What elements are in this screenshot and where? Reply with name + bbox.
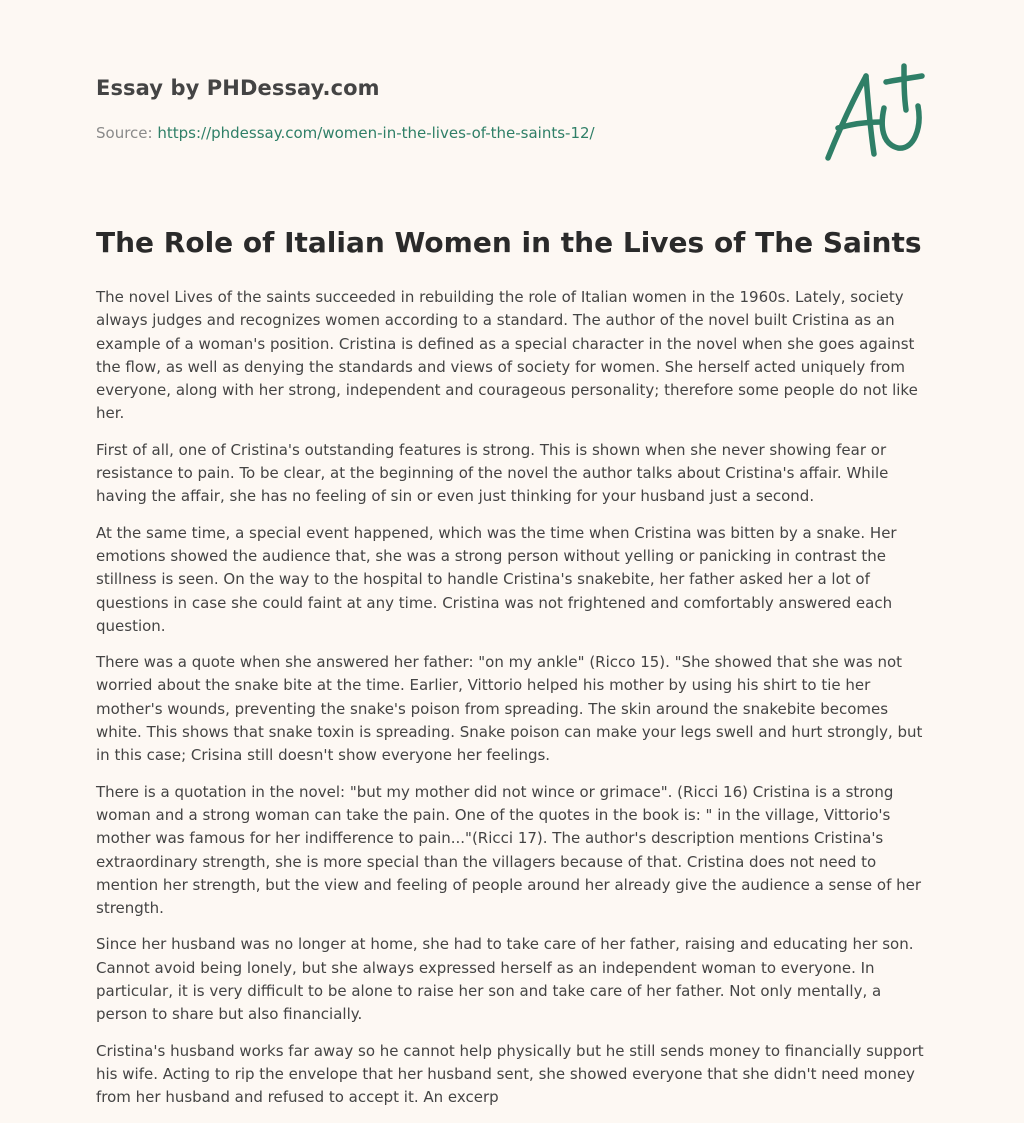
essay-paragraph: First of all, one of Cristina's outstanding features is strong. This is shown when she never showing fear or resistance to pain. To be clear, at the beginning of the novel the author talks about Cristina's affair. While having the affair, she has no feeling of sin or even just thinking for your husband just a second. (96, 440, 889, 506)
essay-paragraph: The novel Lives of the saints succeeded in rebuilding the role of Italian women in the 1960s. Lately, society always judges and recognizes women according to a standard. The author of the novel built Cristina as an example of a woman's position. Cristina is defined as a special character in the novel when she goes against the flow, as well as denying the standards and views of society for women. She herself acted uniquely from everyone, along with her strong, independent and courageous personality; therefore some people do not like her. (96, 288, 918, 423)
essay-paragraph: There was a quote when she answered her father: "on my ankle" (Ricco 15). "She showed that she was not worried about the snake bite at the time. Earlier, Vittorio helped his mother by using his shirt to tie her mother's wounds, preventing the snake's poison from spreading. The skin around the snakebite becomes white. This shows that snake toxin is spreading. Snake poison can make your legs swell and hurt strongly, but in this case; Crisina still doesn't show everyone her feelings. (96, 653, 923, 765)
essay-paragraph: Since her husband was no longer at home, she had to take care of her father, raising and educating her son. Cannot avoid being lonely, but she always expressed herself as an independent woman to everyone. In particular, it is very difficult to be alone to raise her son and take care of her father. Not only mentally, a person to share but also financially. (96, 935, 914, 1024)
essay-paragraph: There is a quotation in the novel: "but my mother did not wince or grimace". (Ricci 16) Cristina is a strong woman and a strong woman can take the pain. One of the quotes in the book is: " in the village, Vittorio's mother was famous for her indifference to pain..."(Ricci 17). The author's description mentions Cristina's extraordinary strength, she is more special than the villagers because of that. Cristina does not need to mention her strength, but the view and feeling of people around her already give the audience a sense of her strength. (96, 782, 922, 918)
essay-title: The Role of Italian Women in the Lives of The Saints (96, 226, 922, 259)
site-brand: Essay by PHDessay.com (96, 76, 380, 100)
essay-paragraph: Cristina's husband works far away so he cannot help physically but he still sends money to financially support his wife. Acting to rip the envelope that her husband sent, she showed everyone that she didn't need money from her husband and refused to accept it. An excerp (96, 1041, 924, 1107)
essay-paragraph: At the same time, a special event happened, which was the time when Cristina was bitten by a snake. Her emotions showed the audience that, she was a strong person without yelling or panicking in contrast the stillness is seen. On the way to the hospital to handle Cristina's snakebite, her father asked her a lot of questions in case she could faint at any time. Cristina was not frightened and comfortably answered each question. (96, 523, 897, 635)
a-plus-grade-icon (818, 62, 928, 166)
source-line (96, 124, 595, 142)
source-label: Source: (96, 124, 153, 142)
source-link[interactable]: https://phdessay.com/women-in-the-lives-of-the-saints-12/ (157, 124, 595, 142)
essay-body (96, 286, 932, 1123)
